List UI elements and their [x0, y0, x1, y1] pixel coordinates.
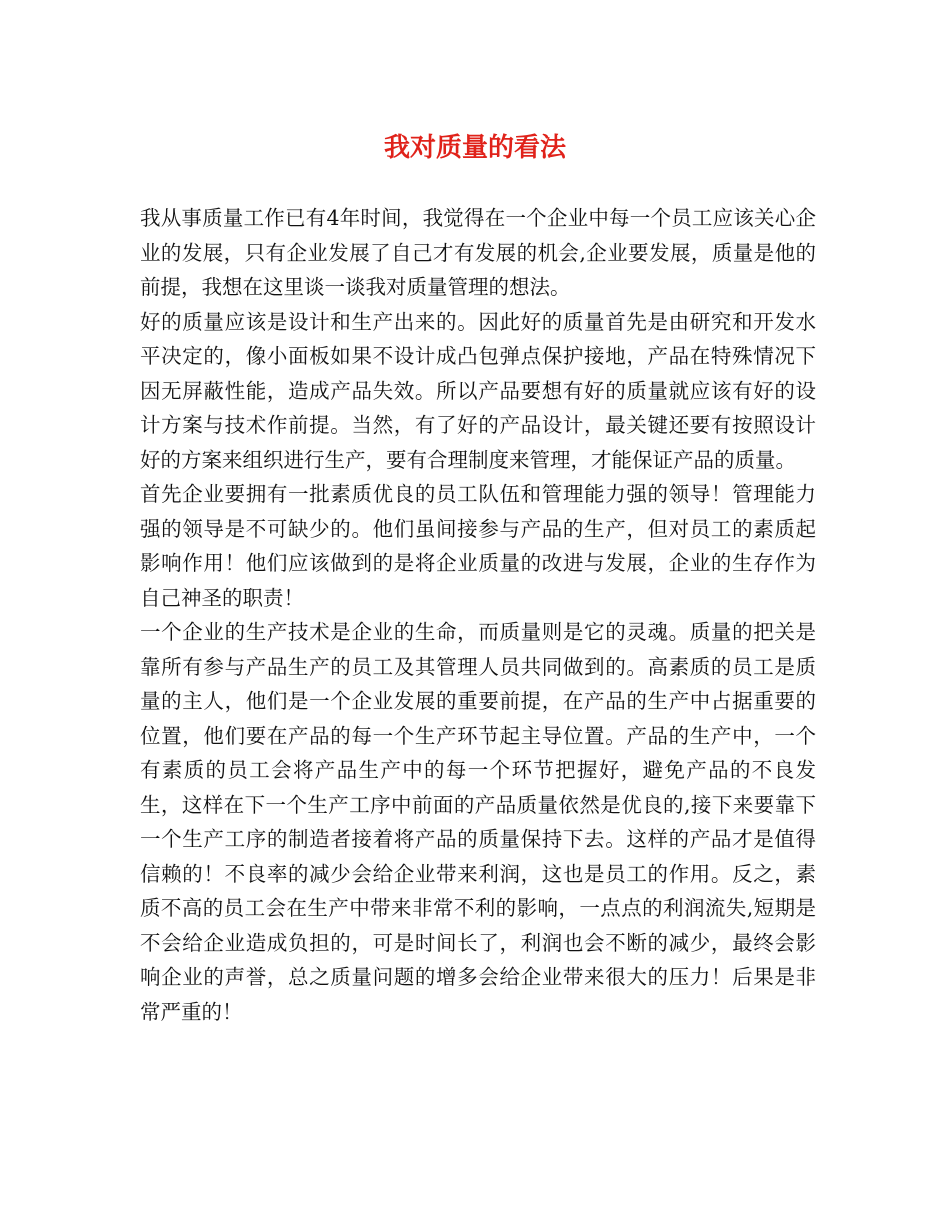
paragraph-4: 一个企业的生产技术是企业的生命，而质量则是它的灵魂。质量的把关是靠所有参与产品生产的员工及其管理人员共同做到的。高素质的员工是质量的主人，他们是一个企业发展的重要前提，在产品的生产中占据重要的位置，他们要在产品的每一个生产环节起主导位置。产品的生产中，一个有素质的员工会将产品生产中的每一个环节把握好，避免产品的不良发生，这样在下一个生产工序中前面的产品质量依然是优良的,接下来要靠下一个生产工序的制造者接着将产品的质量保持下去。这样的产品才是值得信赖的！不良率的减少会给企业带来利润，这也是员工的作用。反之，素质不高的员工会在生产中带来非常不利的影响，一点点的利润流失,短期是不会给企业造成负担的，可是时间长了，利润也会不断的减少，最终会影响企业的声誉，总之质量问题的增多会给企业带来很大的压力！后果是非常严重的！ [140, 620, 816, 1024]
paragraph-3: 首先企业要拥有一批素质优良的员工队伍和管理能力强的领导！管理能力强的领导是不可缺少的。他们虽间接参与产品的生产，但对员工的素质起影响作用！他们应该做到的是将企业质量的改进与发展，企业的生存作为自己神圣的职责！ [140, 482, 816, 610]
paragraph-2: 好的质量应该是设计和生产出来的。因此好的质量首先是由研究和开发水平决定的，像小面板如果不设计成凸包弹点保护接地，产品在特殊情况下因无屏蔽性能，造成产品失效。所以产品要想有好的质量就应该有好的设计方案与技术作前提。当然，有了好的产品设计，最关键还要有按照设计好的方案来组织进行生产，要有合理制度来管理，才能保证产品的质量。 [140, 309, 816, 472]
document-title: 我对质量的看法 [383, 133, 566, 163]
document-body [140, 201, 816, 1029]
paragraph-1: 我从事质量工作已有4年时间，我觉得在一个企业中每一个员工应该关心企业的发展，只有企业发展了自己才有发展的机会,企业要发展，质量是他的前提，我想在这里谈一谈我对质量管理的想法。 [140, 206, 816, 299]
